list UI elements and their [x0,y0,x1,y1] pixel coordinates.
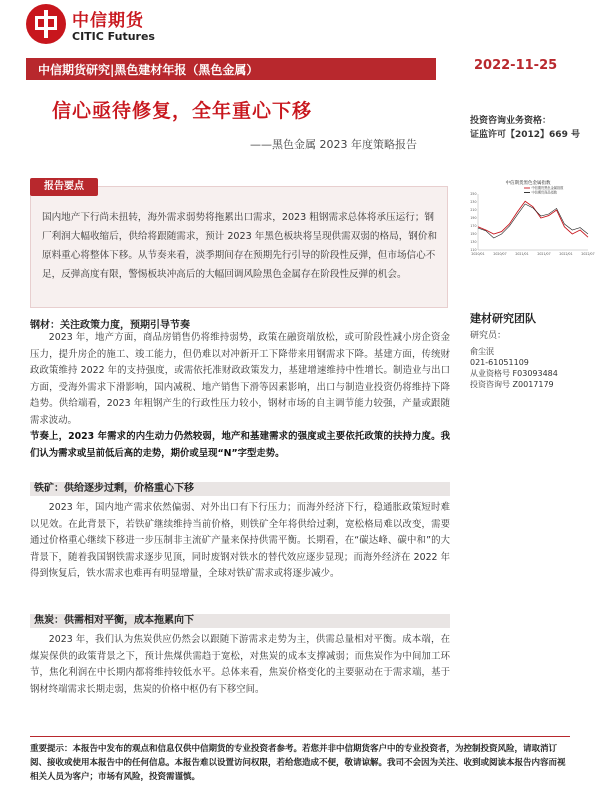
section-paragraph-emphasis [30,429,450,462]
analyst-info [470,346,558,390]
company-logo [26,4,166,50]
report-subtitle: ——黑色金属 2023 年度策略报告 [250,138,417,151]
analyst-phone: 021-61051109 [470,358,529,367]
analyst-license: 从业资格号 F03093484 [470,369,558,378]
y-tick-label: 190 [470,216,477,221]
section-steel [30,316,450,462]
researcher-label: 研究员： [470,331,507,341]
chart-legend [524,185,564,195]
chart-series [478,201,588,238]
section-paragraph: 2023 年，我们认为焦炭供应仍然会以跟随下游需求走势为主，供需总量相对平衡。成本端，在煤炭保供的政策背景之下，预计焦煤供需趋于宽松，对焦炭的成本支撑减弱；而焦炭作为中间加工环节，焦化利润在中长期内都将维持较低水平。总体来看，焦炭价格变化的主要驱动在于需求端，基于钢材终端需求长期走弱，焦炭的价格中枢仍有下移空间。 [30,634,450,695]
y-tick-label: 210 [470,208,477,213]
report-date: 2022-11-25 [474,58,558,73]
y-tick-label: 130 [470,240,477,245]
y-tick-label: 150 [470,232,477,237]
x-tick-label: 2020/01 [471,252,485,256]
legend-label: 中信期货黑色金属指数 [531,186,564,191]
y-tick-label: 230 [470,200,477,205]
team-title: 建材研究团队 [470,312,536,325]
section-heading: 钢材：关注政策力度，预期引导节奏 [30,320,190,331]
series-line-1 [478,201,588,237]
section-paragraph: 2023 年，地产方面，商品房销售仍将维持弱势，政策在融资端放松，或可阶段性减小房企资金压力，提升房企的施工、竣工能力，但仍难以对冲新开工下降带来用钢需求下降。基建方面，传统财政政策维持 2022 年的支持强度，或需依托准财政政策发力，基建增速维持中性增长。制造业与出口方面，受海外需求下滑影响，国内减税、地产销售下滑等因素影响，出口与制造业投资仍将维持下降趋势。供给端看，2023 年粗钢产生的行政性压力较小，钢材市场的自主调节能力较强，产量或跟随需求波动。 [30,332,450,426]
summary-tag: 报告要点 [30,178,98,196]
legend-label: 中信期货商品指数 [531,190,557,195]
footer-divider [30,736,570,737]
chart-title: 中信期货黑色金属指数 [505,181,551,186]
x-tick-label: 2021/07 [537,252,551,256]
x-tick-label: 2020/07 [493,252,507,256]
analyst-name: 俞尘泯 [470,347,494,356]
analyst-consult-license: 投资咨询号 Z0017179 [470,380,554,389]
section-heading: 焦炭：供需相对平衡，成本拖累向下 [30,614,450,628]
y-tick-label: 250 [470,192,477,197]
disclaimer: 重要提示：本报告中发布的观点和信息仅供中信期货的专业投资者参考。若您并非中信期货客户中的专业投资者，为控制投资风险，请取消订阅、接收或使用本报告中的任何信息。本报告难以设置访问权限，若给您造成不便，敬请谅解。我司不会因为关注、收到或阅读本报告内容而视相关人员为客户；市场有风险，投资需谨慎。 [30,744,566,782]
qualification-info [470,114,580,142]
report-title: 信心亟待修复，全年重心下移 [52,100,313,122]
license-number: 证监许可【2012】669 号 [470,130,580,140]
logo-chinese-name: 中信期货 [72,11,144,31]
summary-text: 国内地产下行尚未扭转，海外需求弱势将拖累出口需求，2023 粗钢需求总体将承压运行；钢厂利润大幅收缩后，供给将跟随需求，预计 2023 年黑色板块将呈现供需双弱的格局，钢价和原料重心将整体下移。从节奏来看，淡季期间存在预期先行引导的阶段性反弹，但市场信心不足，反弹高度有限，警惕板块冲高后的大幅回调风险黑色金属存在阶段性反弹的机会。 [42,212,438,280]
x-tick-label: 2022/01 [559,252,573,256]
black-metal-index-chart [464,178,595,260]
logo-mark [26,4,66,44]
y-tick-label: 110 [470,248,477,253]
section-iron-ore [30,482,450,583]
section-coke [30,614,450,698]
x-tick-label: 2021/01 [515,252,529,256]
emphasis-text: 节奏上，2023 年需求的内生动力仍然较弱，地产和基建需求的强度或主要依托政策的扶持力度。我们认为需求或呈前低后高的走势，期价或呈现“N”字型走势。 [30,431,450,459]
logo-english-name: CITIC Futures [72,30,155,43]
section-paragraph: 2023 年，国内地产需求依然偏弱、对外出口有下行压力；而海外经济下行，稳通胀政策短时难以见效。在此背景下，若铁矿继续维持当前价格，则铁矿全年将供给过剩，宽松格局难以改变，需要通过价格重心继续下移进一步压制非主流矿产量来保持供需平衡。长期看，在“碳达峰、碳中和”的大背景下，随着我国钢铁需求逐步见顶，同时废钢对铁水的替代效应逐步显现；而海外经济在 2022 年得到恢复后，铁水需求也难再有明显增量，全球对铁矿需求或将逐步减少。 [30,502,450,579]
report-category-banner [26,58,436,80]
banner-text: 中信期货研究|黑色建材年报（黑色金属） [38,63,259,77]
section-heading: 铁矿：供给逐步过剩，价格重心下移 [30,482,450,496]
y-tick-label: 170 [470,224,477,229]
x-tick-label: 2022/07 [581,252,595,256]
qualification-label: 投资咨询业务资格： [470,116,552,126]
chart-axes [470,192,594,256]
